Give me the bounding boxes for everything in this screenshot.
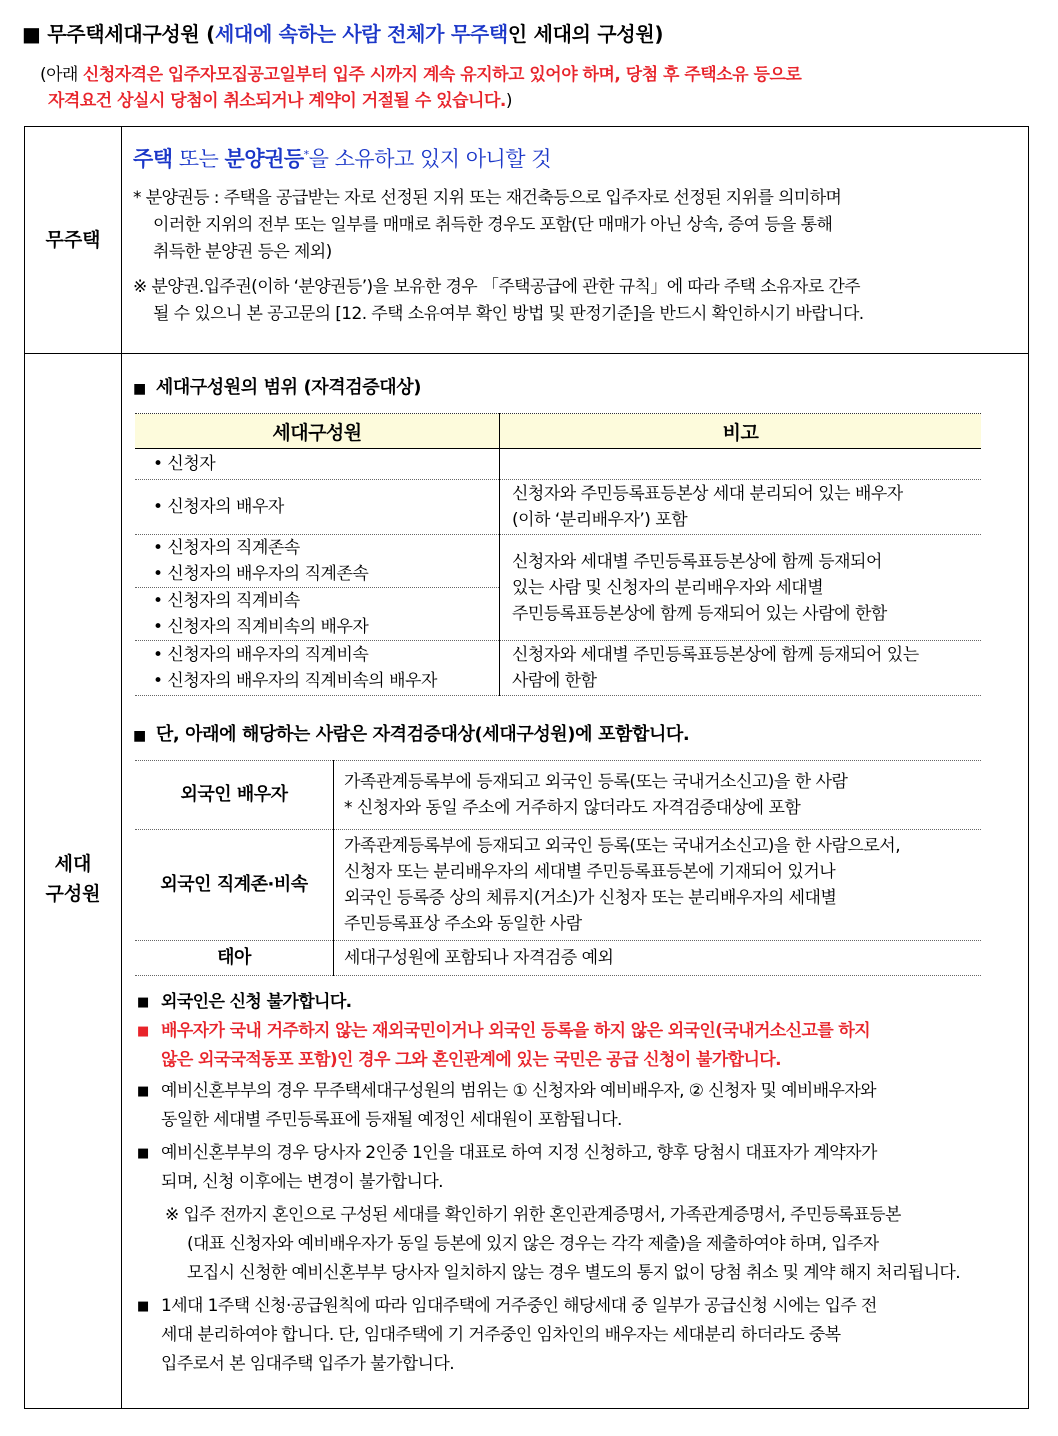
label-no-house: 무주택 [45,229,101,251]
table-row: 외국인 직계존·비속 가족관계등록부에 등재되고 외국인 등록(또는 국내거소신고)을 한 사람으로서, 신청자 또는 분리배우자의 세대별 주민등록표등본에 기재되어 있거나 외국인 등록증 상의 체류지(거소)가 신청자 또는 분리배우자의 세대별 주민등록표상 주소와 동일한 사람 [135,830,981,941]
table-row: • 신청자의 직계존속 • 신청자의 배우자의 직계존속 신청자와 세대별 주민등록표등본상에 함께 등재되어 있는 사람 및 신청자의 분리배우자와 세대별 주민등록표등본상에 함께 등재되어 있는 사람에 한함 [135,535,981,588]
table-row: • 신청자 [135,449,981,480]
list-item: ■ 배우자가 국내 거주하지 않는 재외국민이거나 외국인 등록을 하지 않은 외국인(국내거소신고를 하지 않은 외국국적동포 포함)인 경우 그와 혼인관계에 있는 국민은 공급 신청이 불가합니다. [137,1021,871,1070]
row-divider [25,353,1028,354]
scope-header-remarks: 비고 [500,414,982,449]
eligibility-notice: (아래 신청자격은 입주자모집공고일부터 입주 시까지 계속 유지하고 있어야 하며, 당첨 후 주택소유 등으로 자격요건 상실시 당첨이 취소되거나 계약이 거절될 수 있습니다.) [40,65,802,111]
scope-header-members: 세대구성원 [135,414,500,449]
no-house-content [133,127,1020,328]
household-members-content [133,373,1020,1379]
table-row: • 신청자의 배우자의 직계비속 • 신청자의 배우자의 직계비속의 배우자 신청자와 세대별 주민등록표등본상에 함께 등재되어 있는 사람에 한함 [135,641,981,696]
scope-title: ■ 세대구성원의 범위 (자격검증대상) [133,377,422,398]
list-item: ■ 예비신혼부부의 경우 무주택세대구성원의 범위는 ① 신청자와 예비배우자, ② 신청자 및 예비배우자와 동일한 세대별 주민등록표에 등재될 예정인 세대원이 포함됩니다. [137,1081,877,1130]
list-item: ■ 예비신혼부부의 경우 당사자 2인중 1인을 대표로 하여 지정 신청하고, 향후 당첨시 대표자가 계약자가 되며, 신청 이후에는 변경이 불가합니다. [137,1143,877,1192]
column-divider [121,127,122,1408]
include-table [135,760,981,976]
label-household-members: 세대 구성원 [45,853,101,905]
table-row: • 신청자의 직계비속 • 신청자의 직계비속의 배우자 [135,588,981,641]
page-title: ■ 무주택세대구성원 (세대에 속하는 사람 전체가 무주택인 세대의 구성원) [22,22,664,46]
table-row: • 신청자의 배우자 신청자와 주민등록표등본상 세대 분리되어 있는 배우자 (이하 ‘분리배우자’) 포함 [135,480,981,535]
title-bullet: ■ [22,22,41,46]
scope-table [135,413,981,696]
list-item: ■ 1세대 1주택 신청·공급원칙에 따라 임대주택에 거주중인 해당세대 중 일부가 공급신청 시에는 입주 전 세대 분리하여야 합니다. 단, 임대주택에 기 거주중인 임차인의 배우자는 세대분리 하더라도 중복 입주로서 본 임대주택 입주가 불가합니다. [137,1296,877,1374]
no-house-headline: 주택 또는 분양권등*을 소유하고 있지 아니할 것 [133,147,552,171]
table-row: 외국인 배우자 가족관계등록부에 등재되고 외국인 등록(또는 국내거소신고)을 한 사람 * 신청자와 동일 주소에 거주하지 않더라도 자격검증대상에 포함 [135,761,981,830]
eligibility-table [24,126,1029,1409]
list-note: ※ 입주 전까지 혼인으로 구성된 세대를 확인하기 위한 혼인관계증명서, 가족관계증명서, 주민등록표등본 (대표 신청자와 예비배우자가 동일 등본에 있지 않은 경우는 각각 제출)을 제출하여야 하며, 입주자 모집시 신청한 예비신혼부부 당사자 일치하지 않는 경우 별도의 통지 없이 당첨 취소 및 계약 해지 처리됩니다. [165,1205,961,1283]
member-rules-list [133,988,1020,1379]
table-row: 태아 세대구성원에 포함되나 자격검증 예외 [135,941,981,976]
presale-right-reference-note: ※ 분양권.입주권(이하 ‘분양권등’)을 보유한 경우 「주택공급에 관한 규칙」에 따라 주택 소유자로 간주 될 수 있으니 본 공고문의 [12. 주택 소유여부 확인 방법 및 판정기준]을 반드시 확인하시기 바랍니다. [133,277,864,324]
presale-right-definition: * 분양권등 : 주택을 공급받는 자로 선정된 지위 또는 재건축등으로 입주자로 선정된 지위를 의미하며 이러한 지위의 전부 또는 일부를 매매로 취득한 경우도 포함(단 매매가 아닌 상속, 증여 등을 통해 취득한 분양권 등은 제외) [133,188,842,262]
include-title: ■ 단, 아래에 해당하는 사람은 자격검증대상(세대구성원)에 포함합니다. [133,724,690,745]
list-item: ■ 외국인은 신청 불가합니다. [137,992,352,1012]
